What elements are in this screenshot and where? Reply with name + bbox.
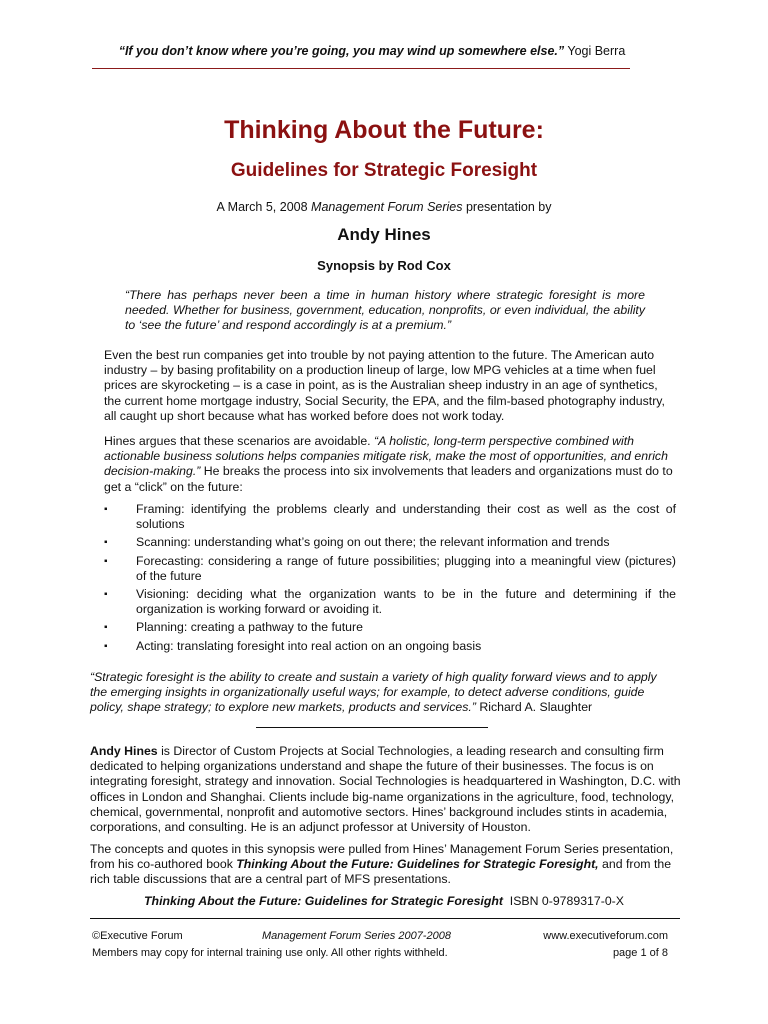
list-item <box>104 620 676 635</box>
bullet-icon: ▪ <box>104 589 108 601</box>
book-reference <box>0 894 768 908</box>
presentation-line <box>0 200 768 214</box>
book-isbn: ISBN 0-9789317-0-X <box>509 894 624 908</box>
author-name: Andy Hines <box>337 225 431 244</box>
list-item <box>104 502 676 532</box>
epigraph <box>92 44 652 58</box>
sources-paragraph <box>90 842 682 888</box>
footer-page-number: page 1 of 8 <box>612 947 668 959</box>
slaughter-quote-text: “Strategic foresight is the ability to create and sustain a variety of high quality forward views and to apply the emerging insights in organizationally useful ways; for example, to detect adverse conditions, guide policy, shape strategy; to explore new markets, products and services.” <box>90 670 657 715</box>
epigraph-quote: “If you don’t know where you’re going, you may wind up somewhere else.” <box>118 44 565 58</box>
epigraph-attribution: Yogi Berra <box>567 44 626 58</box>
sources-lead: The concepts and quotes in this synopsis were pulled from Hines’ Management Forum Series presentation, from his co-authored book <box>90 842 674 872</box>
bullet-icon: ▪ <box>104 504 108 515</box>
list-item-text: Framing: identifying the problems clearly and understanding their cost as well as the cost of solutions <box>136 502 676 532</box>
footer-divider <box>90 918 680 919</box>
bullet-icon: ▪ <box>104 640 108 652</box>
presentation-prefix: A March 5, 2008 <box>216 200 312 214</box>
argument-quote: “A holistic, long-term perspective combined with actionable business solutions helps companies mitigate risk, make the most of opportunities, and enrich decision-making.” <box>104 434 668 479</box>
presentation-series: Management Forum Series <box>311 200 463 214</box>
involvements-list <box>104 502 676 657</box>
slaughter-quote <box>90 670 676 716</box>
opening-quote: “There has perhaps never been a time in human history where strategic foresight is more needed. Whether for business, government, education, nonprofits, or even individual, the ability to ‘see the future’ and respond accordingly is at a premium.” <box>125 288 645 333</box>
bullet-icon: ▪ <box>104 622 108 634</box>
footer-website: www.executiveforum.com <box>543 930 668 942</box>
header-divider <box>92 68 630 69</box>
presentation-suffix: presentation by <box>462 200 552 214</box>
section-divider <box>256 727 488 728</box>
bullet-icon: ▪ <box>104 555 108 567</box>
bio-text: is Director of Custom Projects at Social Technologies, a leading research and consulting firm dedicated to helping organizations understand and shape the future of their businesses. The focus is on integrating foresight, strategy and innovation. Social Technologies is headquartered in Washington, D.C. with offices in London and Shanghai. Clients include big-name organizations in the agriculture, food, technology, chemical, governmental, nonprofit and automotive sectors. Hines’ background includes stints in academia, corporations, and consulting. He is an adjunct professor at University of Houston. <box>90 744 681 835</box>
footer-copyright: ©Executive Forum <box>92 930 183 942</box>
list-item <box>104 639 676 654</box>
list-item-text: Visioning: deciding what the organization wants to be in the future and determining if the organization is working forward or avoiding it. <box>136 587 676 617</box>
synopsis-credit: Synopsis by Rod Cox <box>317 258 451 273</box>
bullet-icon: ▪ <box>104 537 108 549</box>
author-bio <box>90 744 682 835</box>
sources-tail: and from the rich table discussions that are a central part of MFS presentations. <box>90 857 672 887</box>
footer-rights: Members may copy for internal training use only. All other rights withheld. <box>92 947 448 959</box>
bio-name: Andy Hines <box>90 744 158 758</box>
sources-book-title: Thinking About the Future: Guidelines for Strategic Foresight, <box>236 857 599 872</box>
list-item <box>104 587 676 617</box>
book-title: Thinking About the Future: Guidelines for Strategic Foresight <box>144 894 503 908</box>
argument-tail: He breaks the process into six involvements that leaders and organizations must do to get a “click” on the future: <box>104 464 673 494</box>
argument-paragraph <box>104 434 676 495</box>
list-item-text: Scanning: understanding what’s going on out there; the relevant information and trends <box>136 535 610 550</box>
document-subtitle: Guidelines for Strategic Foresight <box>230 160 538 181</box>
slaughter-attribution: Richard A. Slaughter <box>475 700 593 715</box>
list-item-text: Forecasting: considering a range of future possibilities; plugging into a meaningful view (pictures) of the future <box>136 553 676 583</box>
document-title: Thinking About the Future: <box>224 116 544 144</box>
intro-paragraph: Even the best run companies get into trouble by not paying attention to the future. The American auto industry – by basing profitability on a production lineup of large, low MPG vehicles at a time when fuel prices are skyrocketing – is a case in point, as is the Australian sheep industry in an age of synthetics, the current home mortgage industry, Social Security, the EPA, and the film-based photography industry, all caught up short because what has worked before does not work today. <box>104 348 665 423</box>
list-item-text: Planning: creating a pathway to the future <box>136 620 363 635</box>
argument-lead: Hines argues that these scenarios are avoidable. <box>104 434 375 448</box>
list-item-text: Acting: translating foresight into real action on an ongoing basis <box>136 638 482 653</box>
list-item <box>104 535 676 550</box>
footer-series: Management Forum Series 2007-2008 <box>262 930 451 942</box>
list-item <box>104 554 676 584</box>
